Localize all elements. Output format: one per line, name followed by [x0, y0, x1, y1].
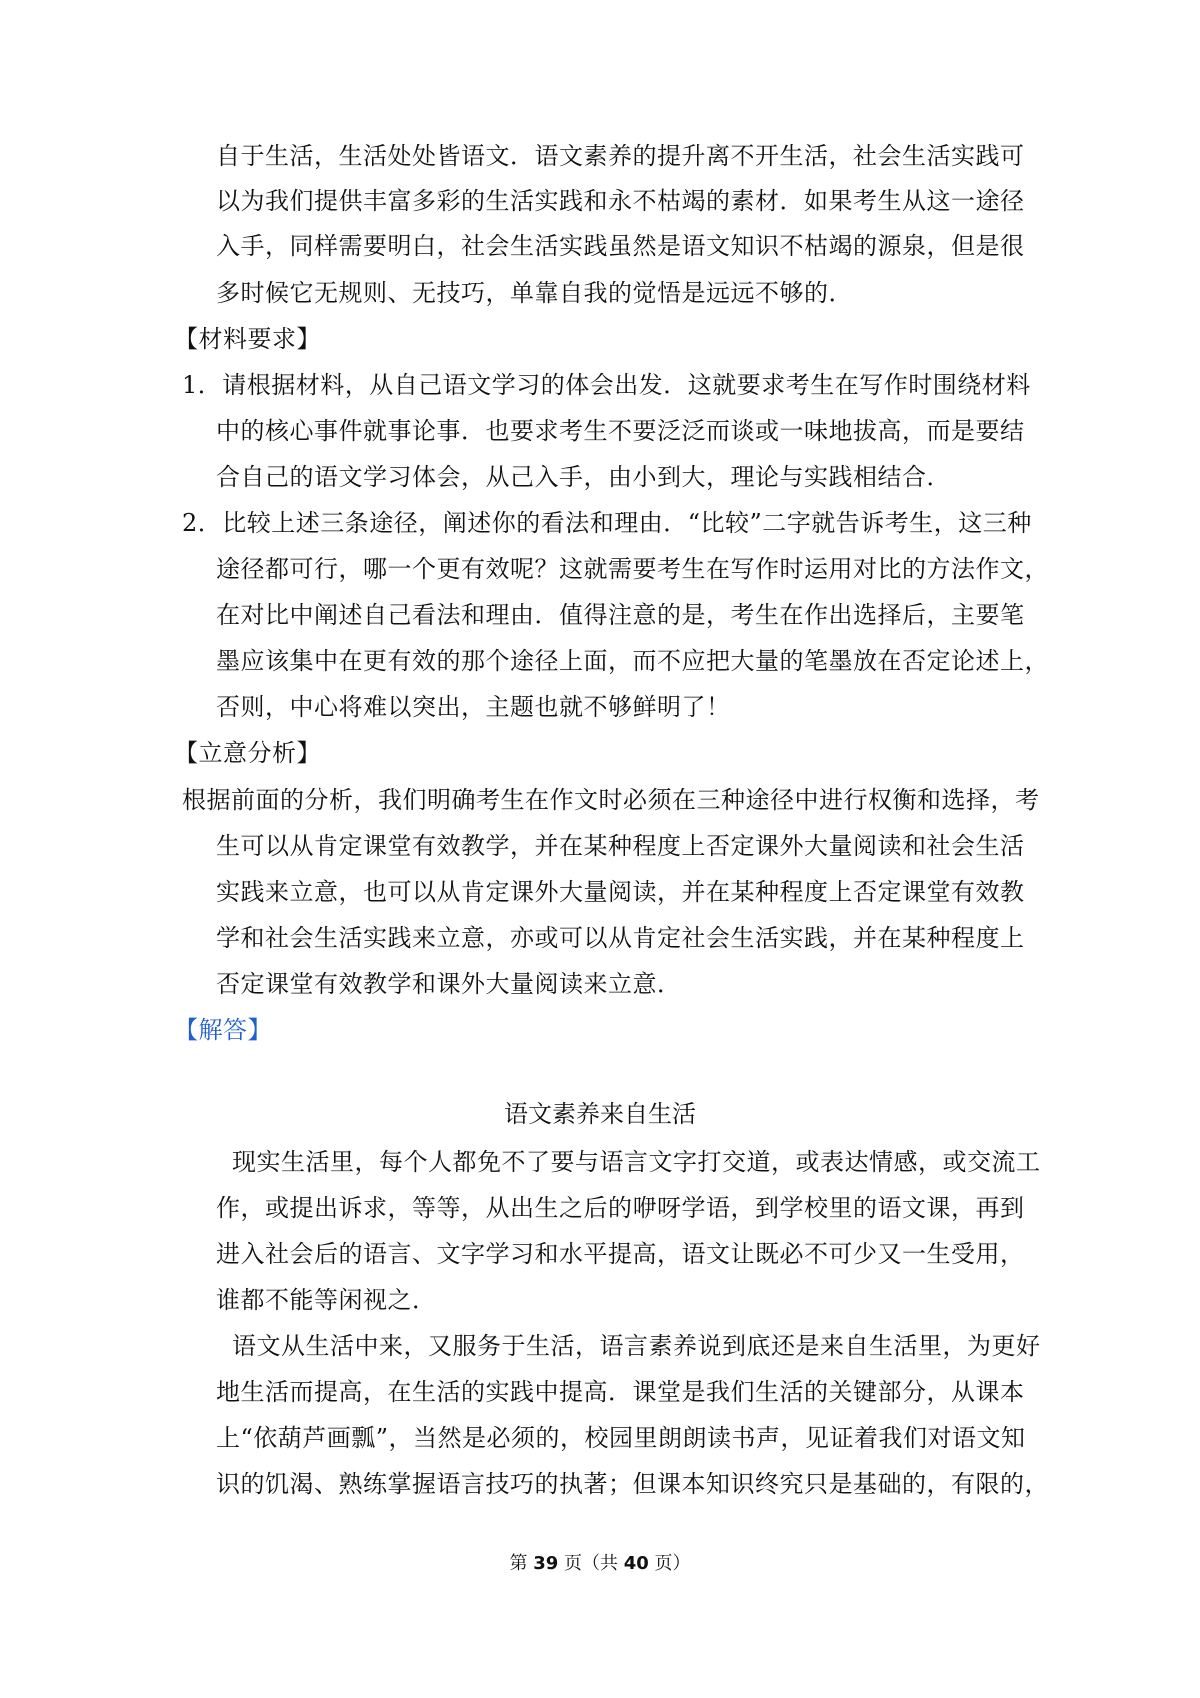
analysis-line-2: 生可以从肯定课堂有效教学，并在某种程度上否定课外大量阅读和社会生活	[216, 832, 1025, 860]
essay-p2-line-1: 语文从生活中来，又服务于生活，语言素养说到底还是来自生活里，为更好	[232, 1332, 1041, 1360]
item1-line-1: 1．请根据材料，从自己语文学习的体会出发．这就要求考生在写作时围绕材料	[182, 371, 1031, 399]
footer-suffix: 页）	[648, 1553, 691, 1574]
intro-line-4: 多时候它无规则、无技巧，单靠自我的觉悟是远远不够的．	[216, 279, 853, 307]
essay-p2-line-3: 上“依葫芦画瓢”，当然是必须的，校园里朗朗读书声，见证着我们对语文知	[216, 1424, 1026, 1452]
essay-p2-line-2: 地生活而提高，在生活的实践中提高．课堂是我们生活的关键部分，从课本	[216, 1378, 1025, 1406]
footer-page-number: 39	[533, 1553, 559, 1574]
item2-line-5: 否则，中心将难以突出，主题也就不够鲜明了！	[216, 693, 731, 721]
essay-p1-line-3: 进入社会后的语言、文字学习和水平提高，语文让既必不可少又一生受用，	[216, 1240, 1025, 1268]
answer-heading: 【解答】	[174, 1016, 272, 1044]
intro-line-1: 自于生活，生活处处皆语文．语文素养的提升离不开生活，社会生活实践可	[216, 142, 1025, 170]
analysis-line-5: 否定课堂有效教学和课外大量阅读来立意．	[216, 970, 682, 998]
essay-p1-line-1: 现实生活里，每个人都免不了要与语言文字打交道，或表达情感，或交流工	[232, 1148, 1041, 1176]
footer-total-pages: 40	[623, 1553, 649, 1574]
analysis-line-4: 学和社会生活实践来立意，亦或可以从肯定社会生活实践，并在某种程度上	[216, 924, 1025, 952]
material-heading: 【材料要求】	[174, 325, 321, 353]
item2-line-1: 2．比较上述三条途径，阐述你的看法和理由．“比较”二字就告诉考生，这三种	[182, 509, 1032, 537]
analysis-line-3: 实践来立意，也可以从肯定课外大量阅读，并在某种程度上否定课堂有效教	[216, 878, 1025, 906]
analysis-line-1: 根据前面的分析，我们明确考生在作文时必须在三种途径中进行权衡和选择，考	[182, 786, 1040, 814]
essay-p1-line-4: 谁都不能等闲视之．	[216, 1286, 437, 1314]
analysis-heading: 【立意分析】	[174, 739, 321, 767]
page-footer	[0, 1552, 1200, 1576]
item2-line-4: 墨应该集中在更有效的那个途径上面，而不应把大量的笔墨放在否定论述上，	[216, 647, 1049, 675]
item2-line-2: 途径都可行，哪一个更有效呢？这就需要考生在写作时运用对比的方法作文，	[216, 555, 1049, 583]
intro-line-2: 以为我们提供丰富多彩的生活实践和永不枯竭的素材．如果考生从这一途径	[216, 187, 1025, 215]
essay-title: 语文素养来自生活	[504, 1100, 696, 1128]
footer-middle: 页（共	[558, 1553, 624, 1574]
item2-line-3: 在对比中阐述自己看法和理由．值得注意的是，考生在作出选择后，主要笔	[216, 601, 1025, 629]
essay-p2-line-4: 识的饥渴、熟练掌握语言技巧的执著；但课本知识终究只是基础的，有限的，	[216, 1470, 1049, 1498]
item1-line-2: 中的核心事件就事论事．也要求考生不要泛泛而谈或一味地拔高，而是要结	[216, 417, 1025, 445]
item1-line-3: 合自己的语文学习体会，从己入手，由小到大，理论与实践相结合．	[216, 463, 951, 491]
footer-prefix: 第	[509, 1553, 534, 1574]
essay-p1-line-2: 作，或提出诉求，等等，从出生之后的咿呀学语，到学校里的语文课，再到	[216, 1194, 1025, 1222]
intro-line-3: 入手，同样需要明白，社会生活实践虽然是语文知识不枯竭的源泉，但是很	[216, 232, 1025, 260]
